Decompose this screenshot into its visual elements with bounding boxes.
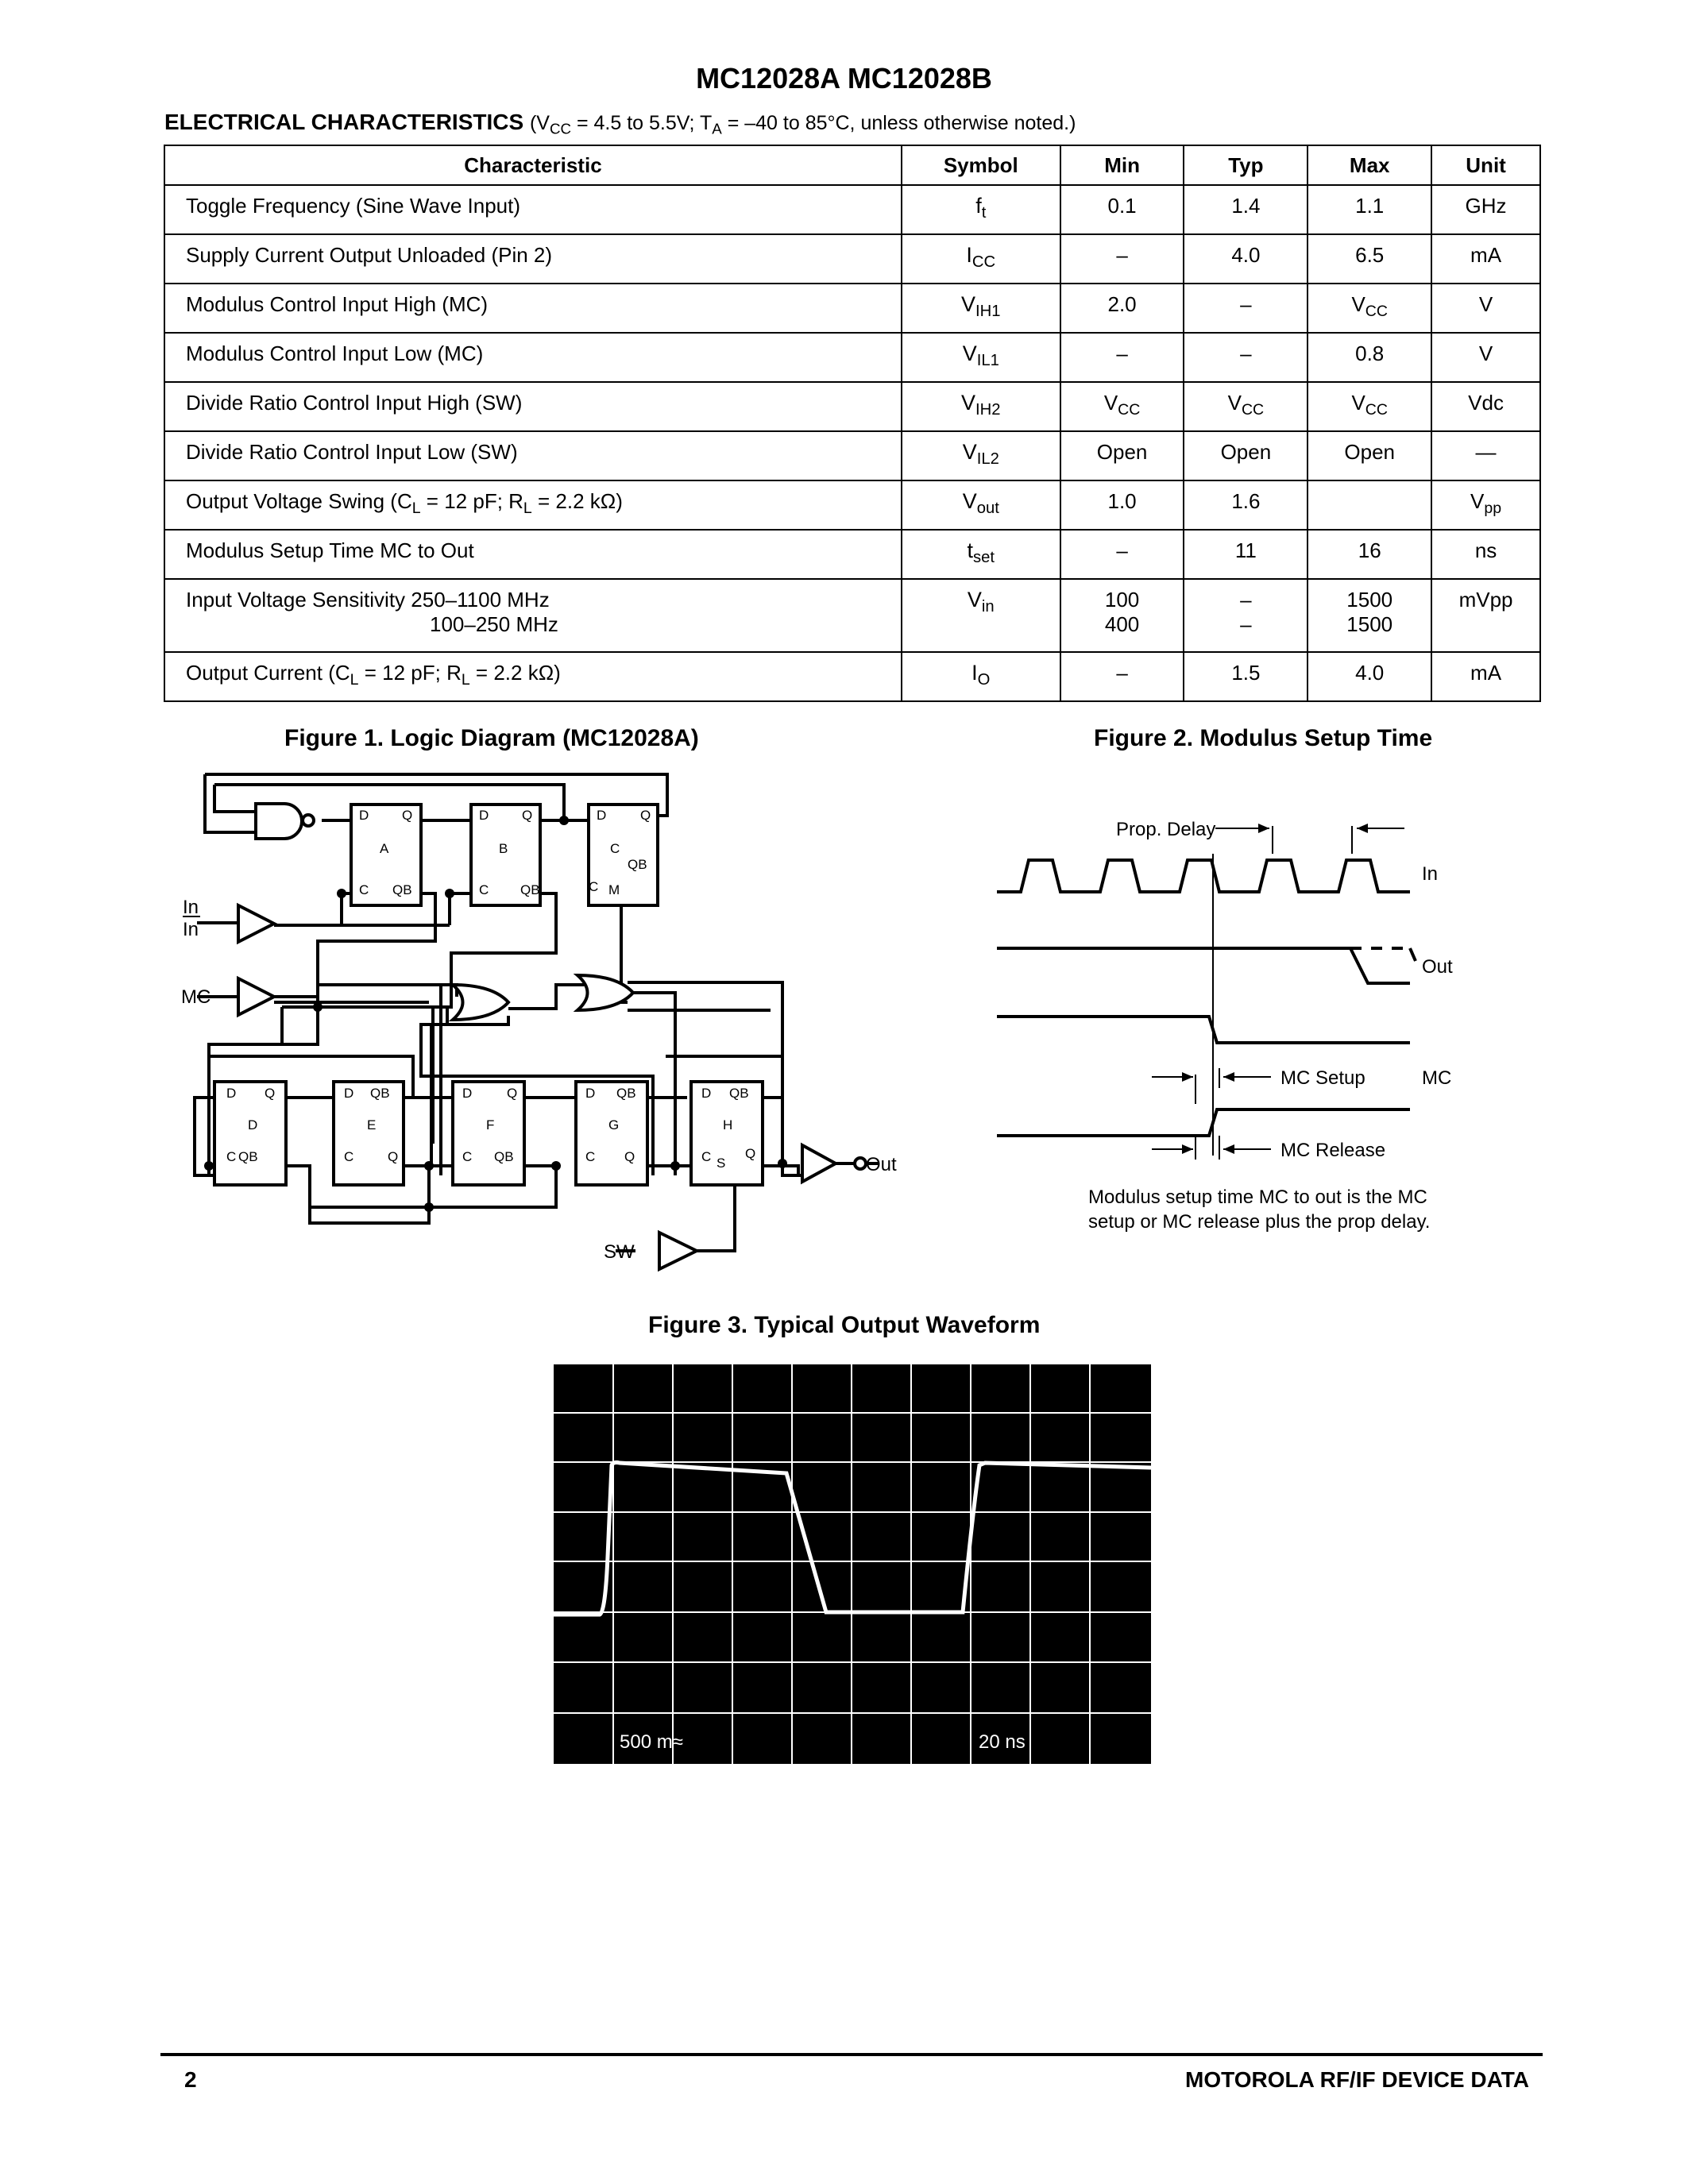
modulus-setup-diagram (985, 798, 1493, 1243)
footer-brand: MOTOROLA RF/IF DEVICE DATA (1185, 2067, 1529, 2092)
svg-text:QB: QB (392, 882, 412, 897)
svg-text:QB: QB (370, 1086, 390, 1101)
header-max: Max (1308, 145, 1431, 185)
table-row (164, 284, 1540, 333)
cell-characteristic: Modulus Control Input High (MC) (164, 284, 902, 333)
table-row (164, 652, 1540, 701)
cell-max: 0.8 (1308, 333, 1431, 382)
table-row (164, 234, 1540, 284)
svg-text:F: F (486, 1117, 495, 1133)
hscale-label: 20 ns (979, 1731, 1026, 1753)
mc-setup-label: MC Setup (1280, 1067, 1365, 1089)
svg-text:D: D (462, 1086, 473, 1101)
cell-typ: – (1184, 333, 1308, 382)
cell-symbol: $I_O$ (902, 652, 1060, 701)
svg-text:Q: Q (388, 1149, 399, 1164)
mc-label: MC (1422, 1067, 1452, 1089)
svg-text:D: D (226, 1086, 237, 1101)
svg-text:D: D (701, 1086, 712, 1101)
cell-characteristic: Input Voltage Sensitivity 250–1100 MHz 100–250 MHz (164, 579, 902, 652)
cell-characteristic: Output Voltage Swing ($C_L = 12$ pF; $R_L = 2.2$ kΩ) (164, 480, 902, 530)
cell-max: $V_{CC}$ (1308, 382, 1431, 431)
svg-text:QB: QB (616, 1086, 636, 1101)
cell-unit: GHz (1431, 185, 1540, 234)
svg-text:B: B (499, 841, 508, 856)
page-number: 2 (184, 2067, 197, 2092)
cell-typ: 11 (1184, 530, 1308, 579)
cell-symbol: $V_{IH1}$ (902, 284, 1060, 333)
table-row (164, 333, 1540, 382)
out-waveform (997, 948, 1410, 983)
cell-max: 1500 1500 (1308, 579, 1431, 652)
svg-text:A: A (380, 841, 389, 856)
or-gate-2 (577, 975, 633, 1010)
mc-setup-waveform (997, 1017, 1410, 1043)
svg-text:C: C (359, 882, 369, 897)
cell-characteristic: Modulus Control Input Low (MC) (164, 333, 902, 382)
or-gate-1 (453, 985, 508, 1020)
svg-text:D: D (359, 808, 369, 823)
logic-diagram (175, 758, 937, 1283)
cell-symbol: $V_{in}$ (902, 579, 1060, 652)
svg-text:D: D (479, 808, 489, 823)
svg-text:D: D (597, 808, 607, 823)
svg-text:E: E (367, 1117, 377, 1133)
cell-min: – (1060, 333, 1184, 382)
cell-typ: 1.5 (1184, 652, 1308, 701)
sw-label: SW (604, 1241, 635, 1263)
svg-text:C: C (589, 879, 599, 894)
in-waveform (997, 860, 1410, 892)
cell-unit: Vdc (1431, 382, 1540, 431)
svg-text:H: H (723, 1117, 733, 1133)
svg-text:Q: Q (402, 808, 413, 823)
svg-text:Q: Q (640, 808, 651, 823)
header-symbol: Symbol (902, 145, 1060, 185)
in-buffer (238, 905, 274, 942)
table-row (164, 530, 1540, 579)
svg-text:C: C (701, 1149, 712, 1164)
cell-min: Open (1060, 431, 1184, 480)
cell-max (1308, 480, 1431, 530)
out-label: Out (1422, 956, 1453, 978)
header-characteristic: Characteristic (164, 145, 902, 185)
svg-text:QB: QB (520, 882, 540, 897)
cell-max: 4.0 (1308, 652, 1431, 701)
cell-symbol: $V_{IL1}$ (902, 333, 1060, 382)
fig2-note-1: Modulus setup time MC to out is the MC (1088, 1187, 1427, 1208)
cell-unit: ns (1431, 530, 1540, 579)
svg-text:D: D (585, 1086, 596, 1101)
mc-buffer (238, 978, 274, 1015)
fig2-note-2: setup or MC release plus the prop delay. (1088, 1211, 1431, 1233)
cell-symbol: $f_t$ (902, 185, 1060, 234)
mc-label: MC (181, 986, 211, 1008)
in-label: In (183, 897, 199, 918)
fig1-title: Figure 1. Logic Diagram (MC12028A) (284, 725, 699, 751)
svg-text:QB: QB (238, 1149, 258, 1164)
cell-typ: 1.6 (1184, 480, 1308, 530)
header-typ: Typ (1184, 145, 1308, 185)
cell-min: 1.0 (1060, 480, 1184, 530)
page-title: MC12028A MC12028B (696, 62, 992, 95)
ec-heading: ELECTRICAL CHARACTERISTICS ($V_{CC} = 4.5$ to 5.5V; $T_A = -40$ to 85°C, unless otherwise noted.) (164, 110, 1076, 137)
cell-characteristic: Toggle Frequency (Sine Wave Input) (164, 185, 902, 234)
vscale-label: 500 m≈ (620, 1731, 683, 1753)
svg-text:QB: QB (494, 1149, 514, 1164)
cell-max: Open (1308, 431, 1431, 480)
cell-unit: $V_{pp}$ (1431, 480, 1540, 530)
table-row (164, 185, 1540, 234)
svg-text:Q: Q (507, 1086, 518, 1101)
cell-min: – (1060, 652, 1184, 701)
header-min: Min (1060, 145, 1184, 185)
svg-text:C: C (479, 882, 489, 897)
cell-max: 6.5 (1308, 234, 1431, 284)
cell-min: – (1060, 530, 1184, 579)
cell-unit: V (1431, 284, 1540, 333)
cell-characteristic: Modulus Setup Time MC to Out (164, 530, 902, 579)
ff-d (214, 1082, 286, 1185)
cell-unit: mA (1431, 234, 1540, 284)
cell-unit: V (1431, 333, 1540, 382)
svg-text:QB: QB (729, 1086, 749, 1101)
svg-text:Q: Q (624, 1149, 635, 1164)
inbar-label: In (183, 919, 199, 940)
fig3-title: Figure 3. Typical Output Waveform (648, 1312, 1041, 1338)
cell-max: 1.1 (1308, 185, 1431, 234)
svg-text:D: D (248, 1117, 258, 1133)
svg-text:Q: Q (265, 1086, 276, 1101)
footer-rule (160, 2053, 1543, 2056)
electrical-characteristics-table (164, 145, 1541, 702)
output-waveform-scope (554, 1364, 1151, 1764)
svg-text:C: C (610, 841, 620, 856)
cell-typ: – – (1184, 579, 1308, 652)
header-unit: Unit (1431, 145, 1540, 185)
svg-text:Q: Q (745, 1146, 756, 1161)
cell-typ: 1.4 (1184, 185, 1308, 234)
svg-text:Q: Q (522, 808, 533, 823)
cell-symbol: $t_{set}$ (902, 530, 1060, 579)
cell-symbol: $I_{CC}$ (902, 234, 1060, 284)
svg-text:S: S (717, 1156, 726, 1171)
mc-release-waveform (997, 1109, 1410, 1136)
cell-unit: mA (1431, 652, 1540, 701)
cell-typ: – (1184, 284, 1308, 333)
cell-min: 2.0 (1060, 284, 1184, 333)
cell-min: 0.1 (1060, 185, 1184, 234)
svg-text:D: D (344, 1086, 354, 1101)
svg-text:C: C (226, 1149, 237, 1164)
svg-text:QB: QB (628, 857, 647, 872)
svg-text:C: C (585, 1149, 596, 1164)
cell-min: 100 400 (1060, 579, 1184, 652)
table-header-row (164, 145, 1540, 185)
cell-characteristic: Output Current ($C_L = 12$ pF; $R_L = 2.2$ kΩ) (164, 652, 902, 701)
sw-buffer (659, 1233, 697, 1269)
cell-max: $V_{CC}$ (1308, 284, 1431, 333)
table-row (164, 480, 1540, 530)
fig2-title: Figure 2. Modulus Setup Time (1094, 725, 1433, 751)
cell-max: 16 (1308, 530, 1431, 579)
cell-characteristic: Divide Ratio Control Input Low (SW) (164, 431, 902, 480)
in-label: In (1422, 863, 1439, 885)
cell-unit: mVpp (1431, 579, 1540, 652)
svg-text:M: M (608, 882, 620, 897)
cell-unit: — (1431, 431, 1540, 480)
cell-min: – (1060, 234, 1184, 284)
cell-min: $V_{CC}$ (1060, 382, 1184, 431)
svg-text:C: C (462, 1149, 473, 1164)
out-buffer (802, 1145, 836, 1182)
svg-text:C: C (344, 1149, 354, 1164)
prop-delay-label: Prop. Delay (1116, 819, 1216, 840)
out-label: Out (866, 1154, 897, 1175)
svg-text:G: G (608, 1117, 620, 1133)
mc-release-label: MC Release (1280, 1140, 1386, 1161)
cell-characteristic: Supply Current Output Unloaded (Pin 2) (164, 234, 902, 284)
table-row (164, 382, 1540, 431)
cell-characteristic: Divide Ratio Control Input High (SW) (164, 382, 902, 431)
cell-symbol: $V_{out}$ (902, 480, 1060, 530)
cell-typ: Open (1184, 431, 1308, 480)
cell-symbol: $V_{IH2}$ (902, 382, 1060, 431)
table-row (164, 579, 1540, 652)
table-row (164, 431, 1540, 480)
cell-typ: $V_{CC}$ (1184, 382, 1308, 431)
cell-typ: 4.0 (1184, 234, 1308, 284)
cell-symbol: $V_{IL2}$ (902, 431, 1060, 480)
